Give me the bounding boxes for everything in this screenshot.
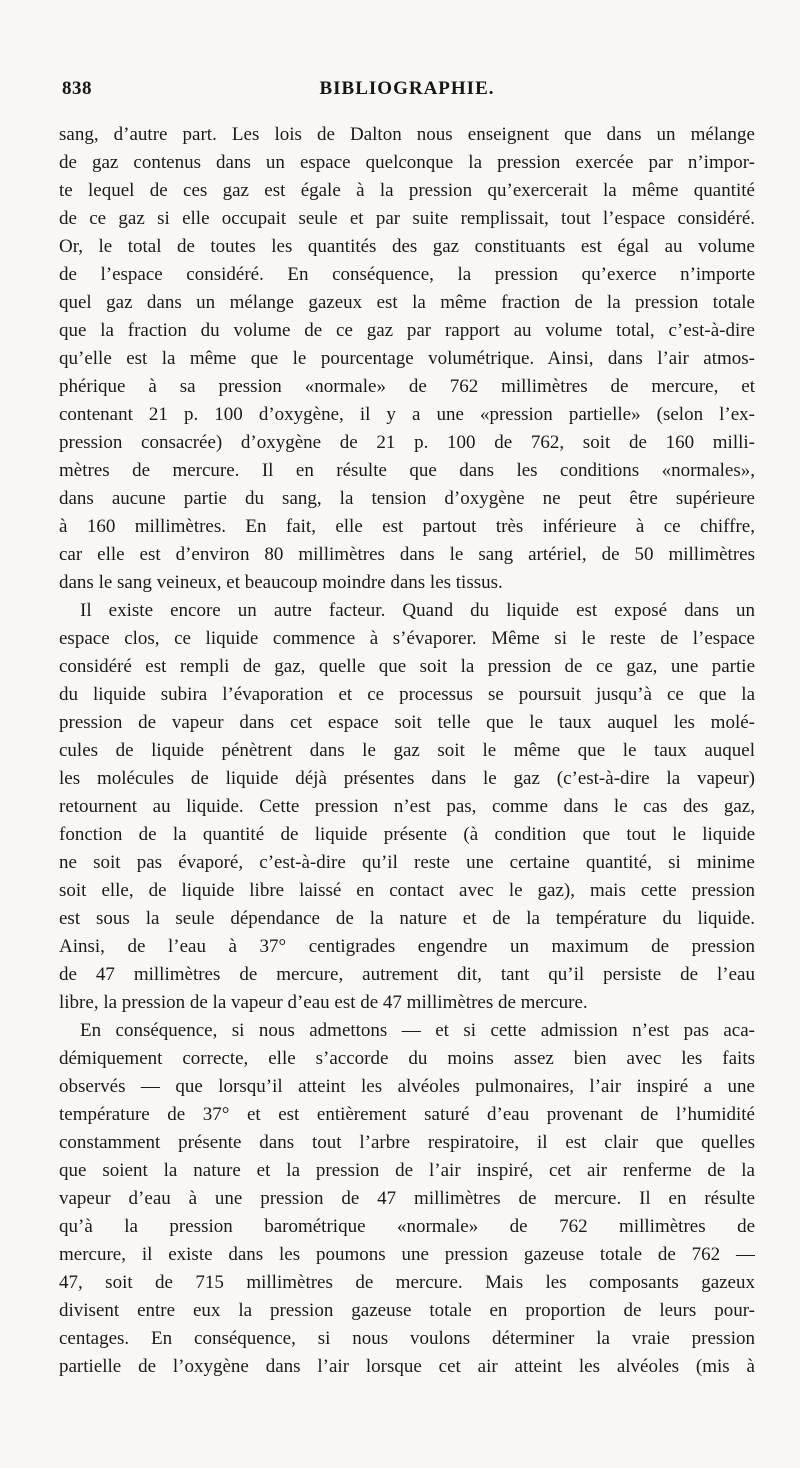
text-line: espace clos, ce liquide commence à s’évaporer. Même si le reste de l’espace: [59, 628, 755, 649]
text-line: centages. En conséquence, si nous voulons déterminer la vraie pression: [59, 1328, 755, 1349]
text-line: dans aucune partie du sang, la tension d’oxygène ne peut être supérieure: [59, 488, 755, 509]
text-line: température de 37° et est entièrement saturé d’eau provenant de l’humidité: [59, 1104, 755, 1125]
text-line: de gaz contenus dans un espace quelconque la pression exercée par n’impor-: [59, 152, 755, 173]
body-text: [59, 121, 755, 1381]
text-line: dans le sang veineux, et beaucoup moindre dans les tissus.: [59, 572, 503, 593]
text-line: mètres de mercure. Il en résulte que dans les conditions «normales»,: [59, 460, 755, 481]
text-line: partielle de l’oxygène dans l’air lorsque cet air atteint les alvéoles (mis à: [59, 1356, 755, 1377]
text-line: est sous la seule dépendance de la nature et de la température du liquide.: [59, 908, 755, 929]
text-line: sang, d’autre part. Les lois de Dalton nous enseignent que dans un mélange: [59, 124, 755, 145]
page-header: [62, 78, 752, 104]
running-title: BIBLIOGRAPHIE.: [319, 78, 495, 99]
text-line: 47, soit de 715 millimètres de mercure. Mais les composants gazeux: [59, 1272, 755, 1293]
text-line: pression consacrée) d’oxygène de 21 p. 100 de 762, soit de 160 milli-: [59, 432, 755, 453]
text-line: En conséquence, si nous admettons — et si cette admission n’est pas aca-: [80, 1020, 755, 1041]
text-line: retournent au liquide. Cette pression n’est pas, comme dans le cas des gaz,: [59, 796, 755, 817]
text-line: pression de vapeur dans cet espace soit telle que le taux auquel les molé-: [59, 712, 755, 733]
text-line: du liquide subira l’évaporation et ce processus se poursuit jusqu’à ce que la: [59, 684, 755, 705]
text-line: observés — que lorsqu’il atteint les alvéoles pulmonaires, l’air inspiré a une: [59, 1076, 755, 1097]
text-line: te lequel de ces gaz est égale à la pression qu’exercerait la même quantité: [59, 180, 755, 201]
text-line: soit elle, de liquide libre laissé en contact avec le gaz), mais cette pression: [59, 880, 755, 901]
text-line: vapeur d’eau à une pression de 47 millimètres de mercure. Il en résulte: [59, 1188, 755, 1209]
text-line: que la fraction du volume de ce gaz par rapport au volume total, c’est-à-dire: [59, 320, 755, 341]
text-line: de l’espace considéré. En conséquence, la pression qu’exerce n’importe: [59, 264, 755, 285]
text-line: phérique à sa pression «normale» de 762 millimètres de mercure, et: [59, 376, 755, 397]
text-line: constamment présente dans tout l’arbre respiratoire, il est clair que quelles: [59, 1132, 755, 1153]
text-line: car elle est d’environ 80 millimètres dans le sang artériel, de 50 millimètres: [59, 544, 755, 565]
text-line: ne soit pas évaporé, c’est-à-dire qu’il reste une certaine quantité, si minime: [59, 852, 755, 873]
text-line: qu’elle est la même que le pourcentage volumétrique. Ainsi, dans l’air atmos-: [59, 348, 755, 369]
text-line: les molécules de liquide déjà présentes dans le gaz (c’est-à-dire la vapeur): [59, 768, 755, 789]
text-line: divisent entre eux la pression gazeuse totale en proportion de leurs pour-: [59, 1300, 755, 1321]
text-line: fonction de la quantité de liquide présente (à condition que tout le liquide: [59, 824, 755, 845]
text-line: de 47 millimètres de mercure, autrement dit, tant qu’il persiste de l’eau: [59, 964, 755, 985]
text-line: démiquement correcte, elle s’accorde du moins assez bien avec les faits: [59, 1048, 755, 1069]
text-line: contenant 21 p. 100 d’oxygène, il y a une «pression partielle» (selon l’ex-: [59, 404, 755, 425]
text-line: Il existe encore un autre facteur. Quand du liquide est exposé dans un: [80, 600, 755, 621]
text-line: mercure, il existe dans les poumons une pression gazeuse totale de 762 —: [59, 1244, 755, 1265]
text-line: à 160 millimètres. En fait, elle est partout très inférieure à ce chiffre,: [59, 516, 755, 537]
text-line: Ainsi, de l’eau à 37° centigrades engendre un maximum de pression: [59, 936, 755, 957]
text-line: cules de liquide pénètrent dans le gaz soit le même que le taux auquel: [59, 740, 755, 761]
text-line: considéré est rempli de gaz, quelle que soit la pression de ce gaz, une partie: [59, 656, 755, 677]
text-line: libre, la pression de la vapeur d’eau est de 47 millimètres de mercure.: [59, 992, 588, 1013]
text-line: qu’à la pression barométrique «normale» de 762 millimètres de: [59, 1216, 755, 1237]
text-line: Or, le total de toutes les quantités des gaz constituants est égal au volume: [59, 236, 755, 257]
text-line: que soient la nature et la pression de l’air inspiré, cet air renferme de la: [59, 1160, 755, 1181]
page-number: 838: [62, 78, 92, 99]
text-line: quel gaz dans un mélange gazeux est la même fraction de la pression totale: [59, 292, 755, 313]
text-line: de ce gaz si elle occupait seule et par suite remplissait, tout l’espace considéré.: [59, 208, 755, 229]
